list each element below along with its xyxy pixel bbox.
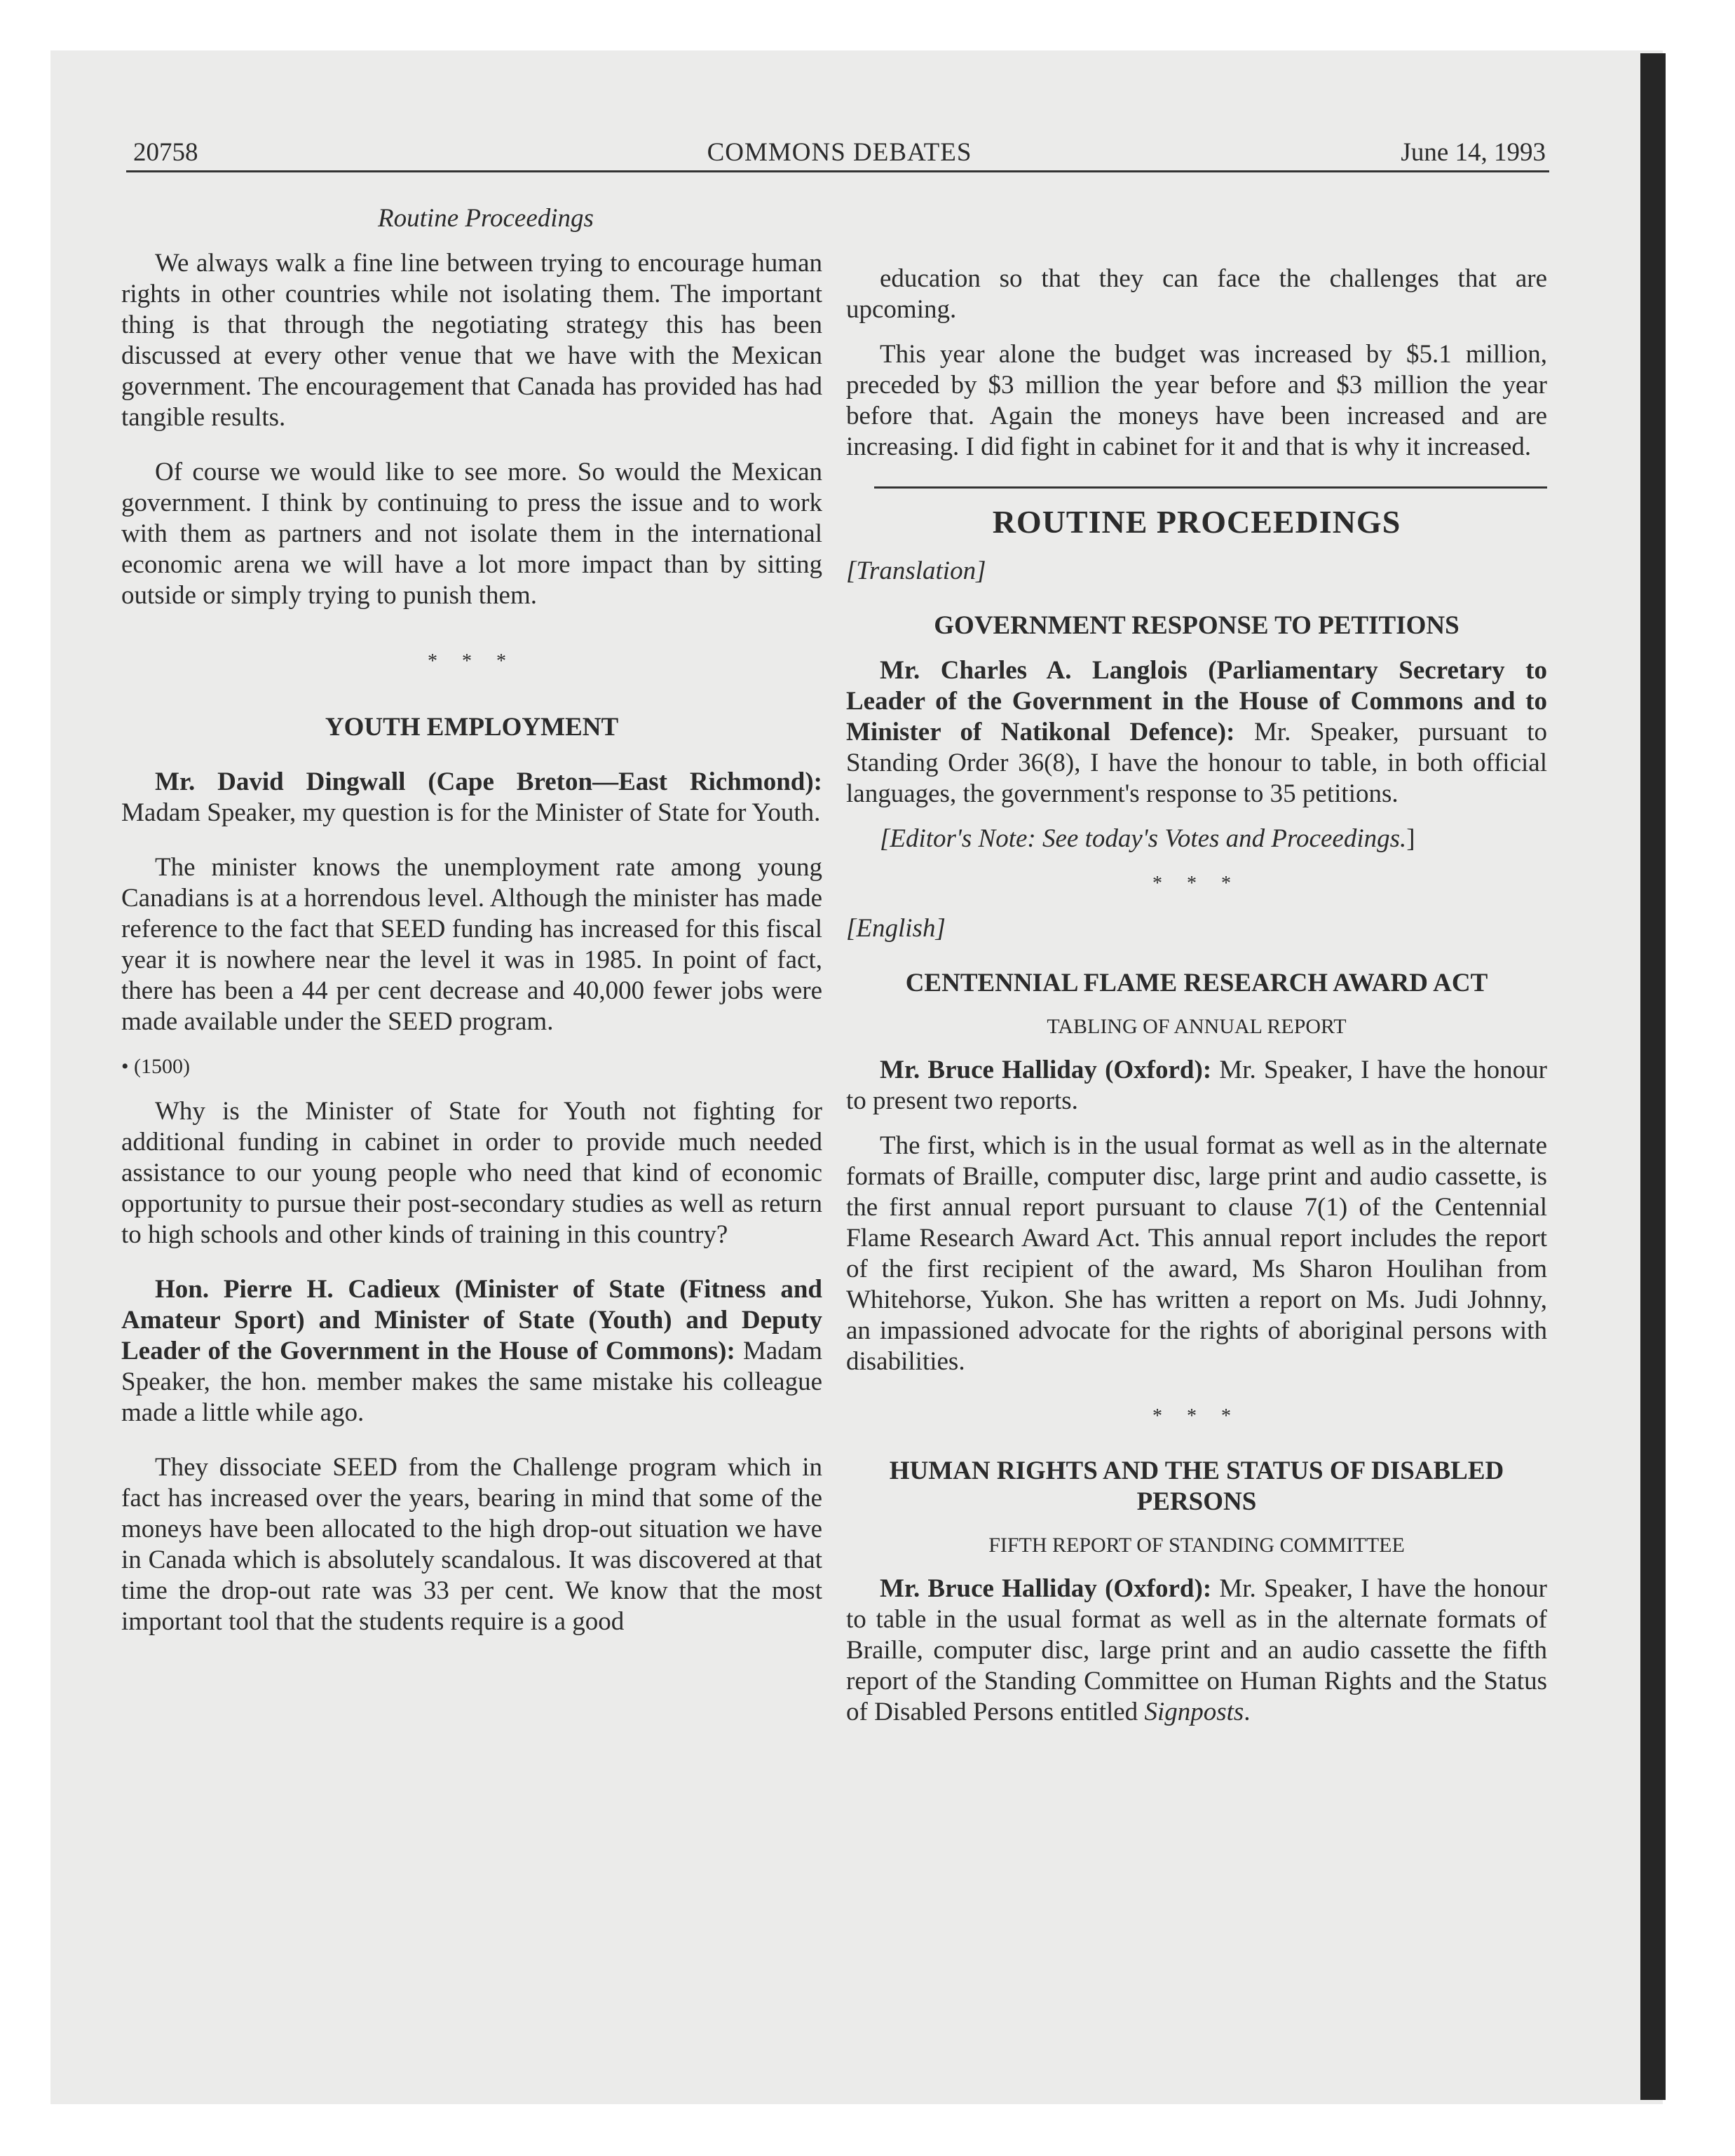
language-marker: [English] [846, 914, 946, 943]
speech-cadieux [121, 1274, 822, 1428]
speaker-name: Hon. Pierre H. Cadieux (Minister of State (Fitness and Amateur Sport) and Minister of State (Youth) and Deputy Leader of the Government in the House of Commons): [121, 1275, 822, 1365]
section-heading-routine-proceedings: ROUTINE PROCEEDINGS [992, 504, 1401, 540]
editors-note-text: [Editor's Note: See today's Votes and Proceedings. [880, 824, 1407, 853]
language-marker: [Translation] [846, 557, 986, 585]
report-title: Signposts [1144, 1698, 1244, 1726]
speech-text: Mr. Speaker, pursuant to Standing Order 36(8), I have the honour to table, in both official languages, the government's response to 35 petitions. [846, 718, 1547, 808]
speech-dingwall [121, 767, 822, 828]
speech-text: Madam Speaker, the hon. member makes the same mistake his colleague made a little while ago. [121, 1337, 822, 1427]
section-heading-human-rights: HUMAN RIGHTS AND THE STATUS OF DISABLED PERSONS [889, 1456, 1504, 1516]
editors-note [846, 824, 1547, 854]
speaker-name: Mr. Charles A. Langlois (Parliamentary Secretary to Leader of the Government in the House of Commons and to Minister of Natikonal Defence): [846, 656, 1547, 746]
section-separator: * * * [1152, 1405, 1241, 1427]
publication-date: June 14, 1993 [1401, 138, 1546, 167]
speech-halliday [846, 1055, 1547, 1117]
speech-langlois [846, 655, 1547, 810]
left-column [121, 203, 822, 1637]
speech-text: Mr. Speaker, I have the honour to table in the usual format as well as in the alternate formats of Braille, computer disc, large print and an audio cassette the fifth report of the Standing Committee on Human Rights and the Status of Disabled Persons entitled [846, 1574, 1547, 1726]
right-column [846, 203, 1547, 1728]
editors-note-close: ] [1406, 824, 1415, 853]
paragraph: This year alone the budget was increased by $5.1 million, preceded by $3 million the year before and $3 million the year before that. Again the moneys have been increased and are increasing. I did fight in cabinet for it and that is why it increased. [846, 340, 1547, 461]
subheading-fifth-report: FIFTH REPORT OF STANDING COMMITTEE [988, 1534, 1405, 1557]
page-number: 20758 [133, 138, 198, 167]
header-rule [126, 170, 1549, 172]
paragraph: They dissociate SEED from the Challenge program which in fact has increased over the years, bearing in mind that some of the moneys have been allocated to the high drop-out situation we have in Canada which is absolutely scandalous. It was discovered at that time the drop-out rate was 33 per cent. We know that the most important tool that the students require is a good [121, 1453, 822, 1636]
running-head: Routine Proceedings [378, 204, 594, 233]
paragraph: Of course we would like to see more. So would the Mexican government. I think by continuing to press the issue and to work with them as partners and not isolate them in the international economic arena we will have a lot more impact than by sitting outside or simply trying to punish them. [121, 458, 822, 610]
paragraph: The first, which is in the usual format as well as in the alternate formats of Braille, computer disc, large print and audio cassette, is the first annual report pursuant to clause 7(1) of the Centennial Flame Research Award Act. This annual report includes the report of the first recipient of the award, Ms Sharon Houlihan from Whitehorse, Yukon. She has written a report on Ms. Judi Johnny, an impassioned advocate for the rights of aboriginal persons with disabilities. [846, 1131, 1547, 1376]
section-heading-centennial-flame: CENTENNIAL FLAME RESEARCH AWARD ACT [905, 969, 1488, 997]
subheading-annual-report: TABLING OF ANNUAL REPORT [1047, 1015, 1347, 1038]
section-heading-petitions: GOVERNMENT RESPONSE TO PETITIONS [934, 611, 1460, 640]
section-heading-youth-employment: YOUTH EMPLOYMENT [325, 713, 619, 742]
speech-text: Mr. Speaker, I have the honour to present two reports. [846, 1056, 1547, 1115]
speaker-name: Mr. David Dingwall (Cape Breton—East Richmond): [155, 767, 822, 796]
speaker-name: Mr. Bruce Halliday (Oxford): [880, 1574, 1212, 1603]
punctuation: . [1244, 1698, 1251, 1726]
section-separator: * * * [428, 650, 516, 672]
speech-halliday [846, 1574, 1547, 1728]
speech-text: Madam Speaker, my question is for the Minister of State for Youth. [121, 798, 821, 827]
paragraph: education so that they can face the challenges that are upcoming. [846, 264, 1547, 324]
speaker-name: Mr. Bruce Halliday (Oxford): [880, 1056, 1212, 1084]
time-marker: • (1500) [121, 1055, 190, 1078]
paragraph: Why is the Minister of State for Youth not fighting for additional funding in cabinet in order to provide much needed assistance to our young people who need that kind of economic opportunity to pursue their post-secondary studies as well as return to high schools and other kinds of training in this country? [121, 1097, 822, 1249]
paragraph: The minister knows the unemployment rate among young Canadians is at a horrendous level. Although the minister has made reference to the fact that SEED funding has increased for this fiscal year it is nowhere near the level it was in 1985. In point of fact, there has been a 44 per cent decrease and 40,000 fewer jobs were made available under the SEED program. [121, 853, 822, 1036]
paragraph: We always walk a fine line between trying to encourage human rights in other countries while not isolating them. The important thing is that through the negotiating strategy this has been discussed at every other venue that we have with the Mexican government. The encouragement that Canada has provided has had tangible results. [121, 249, 822, 432]
page-header [133, 133, 1546, 172]
publication-title: COMMONS DEBATES [707, 138, 972, 167]
section-separator: * * * [1152, 873, 1241, 894]
book-spine-shadow [1640, 53, 1666, 2100]
